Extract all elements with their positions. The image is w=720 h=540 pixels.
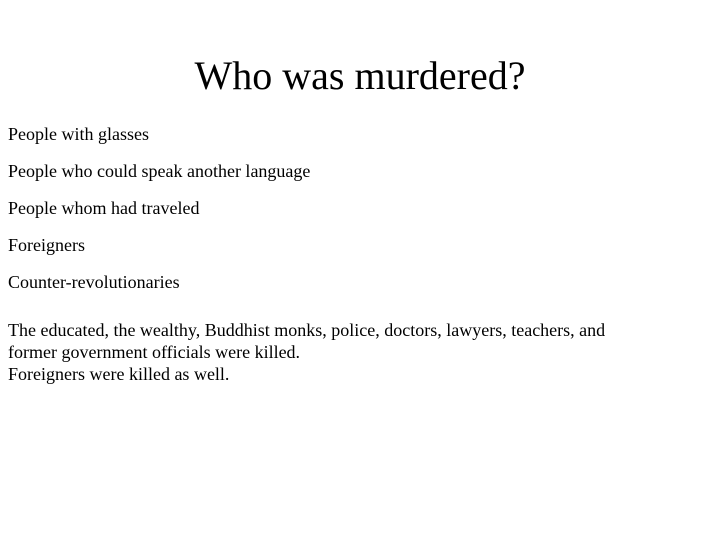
list-item: People who could speak another language <box>8 161 311 181</box>
list-item: Foreigners <box>8 235 85 255</box>
victim-list <box>8 124 310 309</box>
summary-line: Foreigners were killed as well. <box>8 364 230 384</box>
list-item: People with glasses <box>8 124 149 144</box>
list-item: People whom had traveled <box>8 198 200 218</box>
slide-title: Who was murdered? <box>194 53 526 98</box>
list-item: Counter-revolutionaries <box>8 272 180 292</box>
summary-paragraph <box>8 319 708 385</box>
summary-line: former government officials were killed. <box>8 342 301 362</box>
summary-line: The educated, the wealthy, Buddhist monks, police, doctors, lawyers, teachers, and <box>8 320 606 340</box>
